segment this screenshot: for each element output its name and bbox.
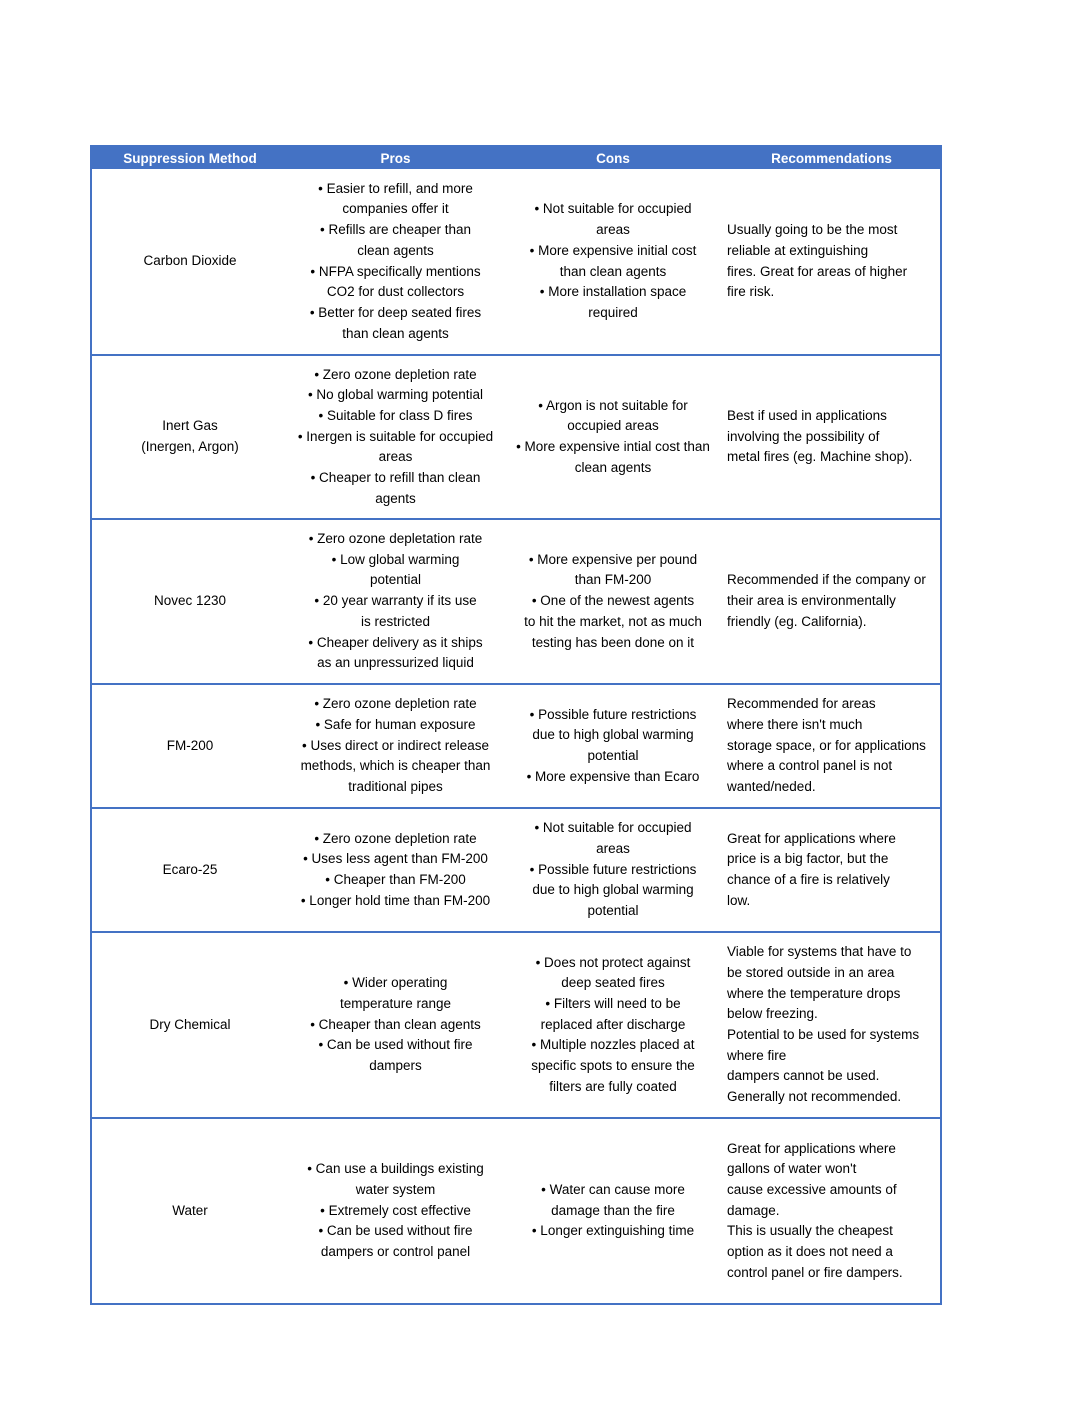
cell-text-line: • Cheaper than FM-200 — [325, 872, 466, 887]
table-row — [91, 355, 941, 519]
cell-text-line: as an unpressurized liquid — [317, 655, 474, 671]
cell-text-line: involving the possibility of — [727, 428, 880, 444]
cell-text-line: • Wider operating — [343, 975, 448, 991]
cell-text-line: dampers — [369, 1058, 422, 1074]
cons-cell — [503, 808, 723, 932]
cell-text-line: low. — [727, 892, 751, 908]
cell-text-line: specific spots to ensure the — [531, 1058, 695, 1074]
cell-text-line: • No global warming potential — [307, 387, 484, 403]
cell-text-line: methods, which is cheaper than — [300, 758, 491, 774]
cell-text-line: • Can be used without fire — [318, 1223, 473, 1239]
cell-text-line: Recommended if the company or — [727, 572, 926, 588]
cell-text-line: Generally not recommended. — [727, 1089, 902, 1105]
header-cons: Cons — [503, 146, 723, 169]
cell-text-line: occupied areas — [567, 418, 659, 434]
method-cell — [91, 808, 288, 932]
cell-text-line: • Water can cause more — [541, 1181, 685, 1197]
cell-text-line: fires. Great for areas of higher — [727, 263, 908, 279]
cell-text-line: friendly (eg. California). — [727, 613, 867, 629]
cell-text-line: • Can be used without fire — [318, 1037, 473, 1053]
cell-text-line: than clean agents — [559, 263, 667, 279]
recommendation-cell — [723, 519, 941, 684]
cell-text-line: • Multiple nozzles placed at — [531, 1037, 695, 1053]
cell-text-line: cause excessive amounts of — [727, 1181, 897, 1197]
method-cell — [91, 519, 288, 684]
cell-text-line: areas — [596, 222, 630, 238]
pros-cell — [288, 519, 503, 684]
cell-text-line: is restricted — [360, 613, 431, 629]
cons-cell — [503, 169, 723, 355]
recommendation-cell — [723, 808, 941, 932]
table-header — [91, 146, 941, 169]
cell-text-line: chance of a fire is relatively — [727, 872, 890, 887]
cell-text-line: due to high global warming — [532, 727, 694, 743]
cell-text-line: Water — [172, 1202, 208, 1218]
cell-text-line: dampers or control panel — [320, 1244, 471, 1260]
cell-text-line: areas — [596, 840, 630, 856]
cell-text-line: • Not suitable for occupied — [534, 820, 692, 836]
cell-text-line: • Suitable for class D fires — [318, 407, 473, 423]
method-cell — [91, 169, 288, 355]
cell-text-line: • Zero ozone depletion rate — [314, 366, 477, 382]
cell-text-line: • Inergen is suitable for occupied — [297, 428, 494, 444]
cell-text-line: metal fires (eg. Machine shop). — [727, 449, 913, 465]
cell-text-line: Potential to be used for systems — [727, 1027, 920, 1042]
cons-cell — [503, 519, 723, 684]
cell-text-line: areas — [378, 449, 413, 465]
table-row — [91, 808, 941, 932]
cell-text-line: • More expensive per pound — [528, 551, 698, 567]
cons-cell — [503, 1118, 723, 1304]
cell-text-line: required — [588, 304, 638, 320]
method-cell — [91, 684, 288, 808]
pros-cell — [288, 808, 503, 932]
table-row — [91, 519, 941, 684]
cell-text-line: Viable for systems that have to — [727, 944, 912, 960]
cell-text-line: Carbon Dioxide — [143, 253, 237, 269]
cell-text-line: potential — [587, 748, 639, 763]
cell-text-line: wanted/neded. — [727, 779, 816, 795]
cell-text-line: • Better for deep seated fires — [309, 304, 482, 320]
cell-text-line: • Argon is not suitable for — [538, 397, 688, 413]
cell-text-line: This is usually the cheapest — [727, 1223, 893, 1239]
cell-text-line: (Inergen, Argon) — [141, 439, 239, 454]
cell-text-line: • Zero ozone depletion rate — [314, 830, 477, 846]
cell-text-line: where there isn't much — [727, 716, 863, 732]
cons-cell — [503, 355, 723, 519]
table-row — [91, 932, 941, 1118]
cell-text-line: agents — [375, 490, 416, 506]
cell-text-line: traditional pipes — [348, 779, 443, 795]
cell-text-line: • Can use a buildings existing — [307, 1161, 484, 1177]
cell-text-line: their area is environmentally — [727, 593, 896, 609]
cell-text-line: • Cheaper delivery as it ships — [308, 634, 483, 650]
cell-text-line: potential — [369, 572, 422, 588]
cell-text-line: Great for applications where — [727, 830, 896, 846]
cell-text-line: price is a big factor, but the — [727, 851, 889, 867]
cell-text-line: water system — [355, 1181, 436, 1197]
pros-cell — [288, 1118, 503, 1304]
cell-text-line: • Cheaper to refill than clean — [310, 470, 481, 486]
cell-text-line: to hit the market, not as much — [524, 613, 702, 629]
cell-text-line: be stored outside in an area — [727, 964, 895, 980]
cell-text-line: potential — [587, 903, 639, 919]
pros-cell — [288, 932, 503, 1118]
cell-text-line: Recommended for areas — [727, 696, 876, 712]
cell-text-line: filters are fully coated — [549, 1078, 677, 1094]
cell-text-line: damage. — [727, 1202, 780, 1218]
method-cell — [91, 1118, 288, 1304]
method-cell — [91, 355, 288, 519]
cell-text-line: • One of the newest agents — [531, 593, 695, 609]
pros-cell — [288, 684, 503, 808]
cell-text-line: testing has been done on it — [531, 634, 695, 650]
table-row — [91, 684, 941, 808]
cell-text-line: Inert Gas — [162, 418, 218, 434]
cell-text-line: • NFPA specifically mentions — [310, 263, 481, 279]
cell-text-line: • Not suitable for occupied — [534, 201, 692, 217]
cell-text-line: FM-200 — [166, 737, 214, 753]
cell-text-line: control panel or fire dampers. — [727, 1264, 903, 1280]
cell-text-line: • Cheaper than clean agents — [310, 1016, 481, 1032]
recommendation-cell — [723, 355, 941, 519]
recommendation-cell — [723, 169, 941, 355]
method-cell — [91, 932, 288, 1118]
cell-text-line: • Safe for human exposure — [315, 716, 476, 732]
suppression-methods-table — [90, 145, 942, 1305]
cell-text-line: • Low global warming — [331, 551, 460, 567]
cell-text-line: • Possible future restrictions — [529, 861, 697, 877]
cell-text-line: • More expensive initial cost — [529, 242, 697, 258]
cons-cell — [503, 684, 723, 808]
recommendation-cell — [723, 932, 941, 1118]
header-recommendations: Recommendations — [723, 146, 941, 169]
cell-text-line: below freezing. — [727, 1006, 818, 1022]
cell-text-line: where the temperature drops — [727, 985, 901, 1001]
cell-text-line: • 20 year warranty if its use — [314, 593, 477, 609]
cell-text-line: where fire — [727, 1047, 787, 1063]
cell-text-line: • Does not protect against — [535, 954, 691, 970]
cell-text-line: replaced after discharge — [540, 1016, 686, 1032]
cell-text-line: Ecaro-25 — [162, 861, 218, 877]
recommendation-cell — [723, 684, 941, 808]
cell-text-line: reliable at extinguishing — [727, 242, 869, 258]
cell-text-line: • More expensive intial cost than — [516, 439, 710, 454]
cell-text-line: damage than the fire — [551, 1202, 675, 1218]
cell-text-line: • More installation space — [539, 284, 687, 300]
cell-text-line: fire risk. — [727, 284, 775, 300]
cell-text-line: • Longer extinguishing time — [531, 1223, 695, 1239]
pros-cell — [288, 355, 503, 519]
cell-text-line: • Refills are cheaper than — [319, 222, 472, 238]
cell-text-line: due to high global warming — [532, 882, 694, 898]
cell-text-line: • Extremely cost effective — [320, 1202, 471, 1218]
cell-text-line: clean agents — [357, 242, 434, 258]
cell-text-line: • Easier to refill, and more — [318, 180, 473, 196]
recommendation-cell — [723, 1118, 941, 1304]
cell-text-line: Great for applications where — [727, 1140, 896, 1156]
cell-text-line: • Zero ozone depletation rate — [308, 531, 483, 547]
cell-text-line: companies offer it — [342, 201, 449, 217]
header-pros: Pros — [288, 146, 503, 169]
cell-text-line: • Uses less agent than FM-200 — [303, 851, 488, 867]
cell-text-line: Novec 1230 — [153, 593, 227, 609]
cell-text-line: • Zero ozone depletion rate — [314, 696, 477, 712]
cell-text-line: gallons of water won't — [727, 1161, 857, 1177]
cell-text-line: • Filters will need to be — [545, 995, 681, 1011]
table-body — [91, 169, 941, 1304]
cell-text-line: clean agents — [574, 459, 652, 475]
header-row — [91, 146, 941, 169]
cell-text-line: Dry Chemical — [149, 1016, 231, 1032]
cell-text-line: deep seated fires — [561, 975, 665, 991]
cell-text-line: dampers cannot be used. — [727, 1068, 880, 1084]
header-suppression-method: Suppression Method — [91, 146, 288, 169]
cell-text-line: option as it does not need a — [727, 1244, 893, 1260]
cell-text-line: than FM-200 — [574, 572, 652, 588]
pros-cell — [288, 169, 503, 355]
cell-text-line: • Possible future restrictions — [529, 706, 697, 722]
cons-cell — [503, 932, 723, 1118]
table-row — [91, 1118, 941, 1304]
cell-text-line: • Longer hold time than FM-200 — [300, 892, 491, 908]
cell-text-line: CO2 for dust collectors — [326, 284, 465, 300]
cell-text-line: temperature range — [339, 995, 452, 1011]
cell-text-line: • Uses direct or indirect release — [301, 737, 490, 753]
table-row — [91, 169, 941, 355]
cell-text-line: than clean agents — [342, 325, 449, 341]
cell-text-line: Best if used in applications — [727, 407, 887, 423]
cell-text-line: where a control panel is not — [727, 758, 893, 774]
cell-text-line: storage space, or for applications — [727, 737, 926, 753]
cell-text-line: Usually going to be the most — [727, 222, 898, 238]
cell-text-line: • More expensive than Ecaro — [526, 768, 700, 784]
